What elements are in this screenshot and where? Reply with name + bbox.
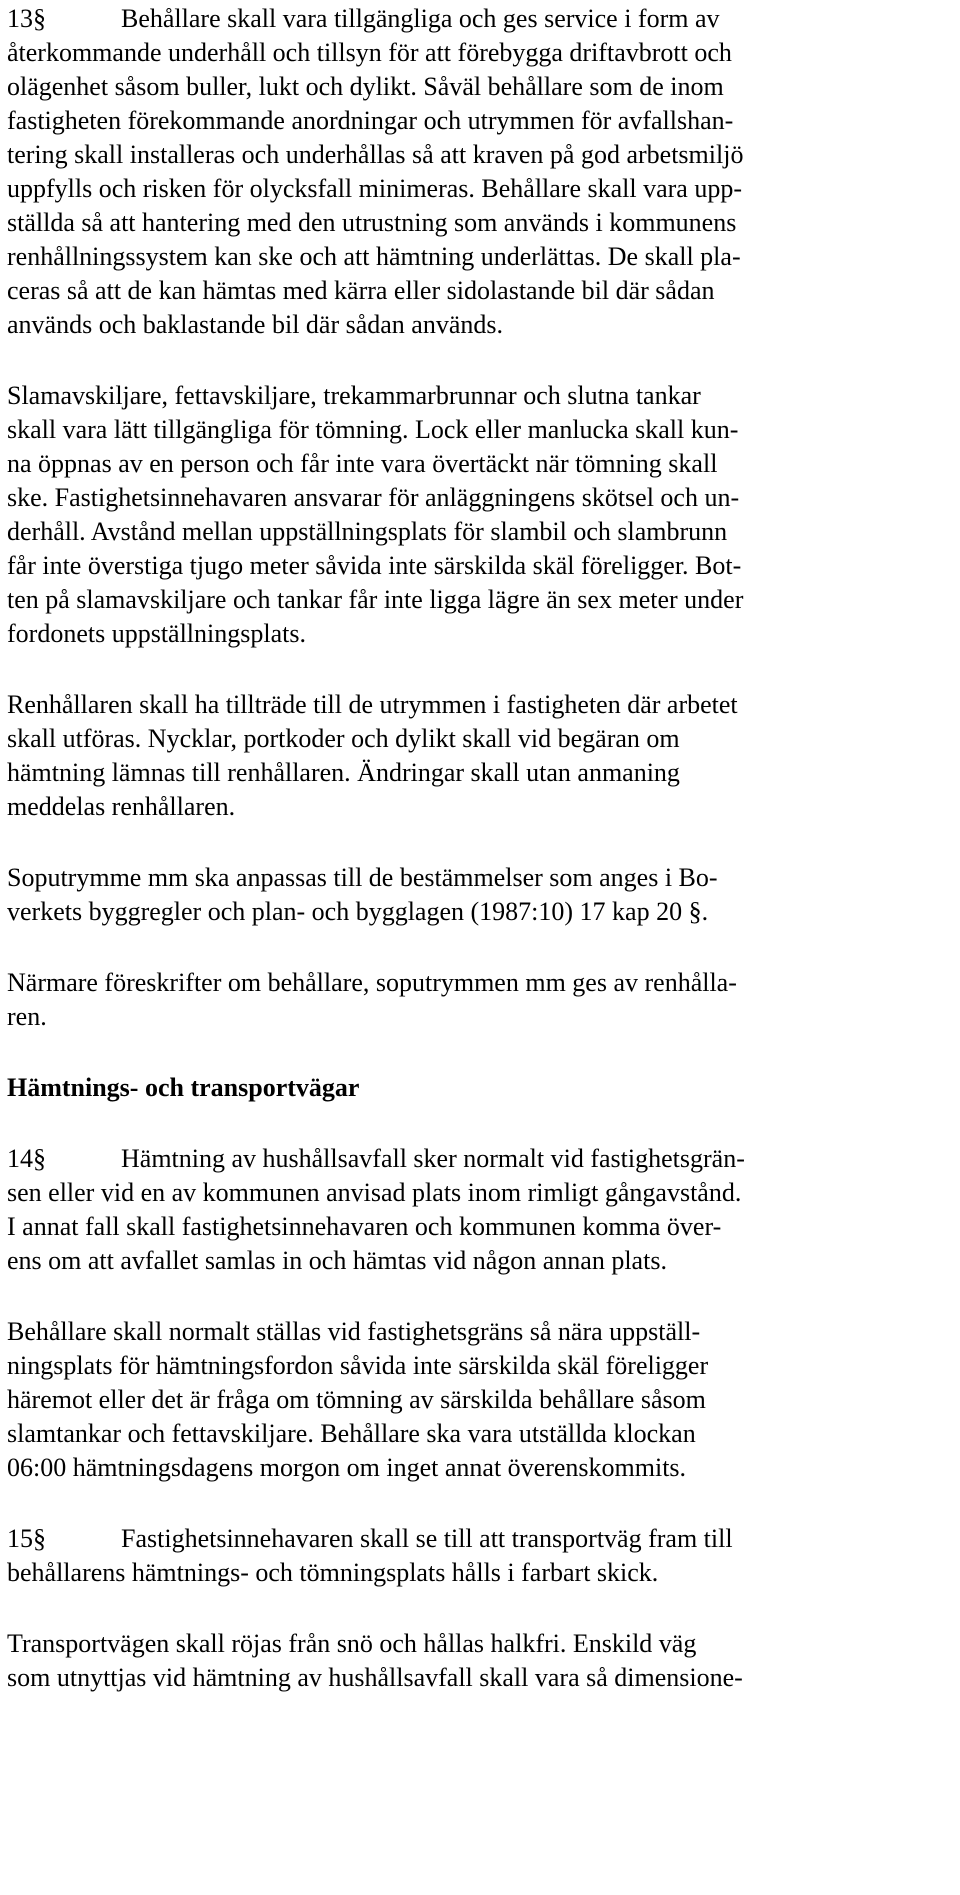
- section-sign: §: [33, 1524, 46, 1553]
- section-number: 13§: [7, 4, 46, 33]
- section-heading: Hämtnings- och transportvägar: [7, 1073, 360, 1102]
- text-line: ceras så att de kan hämtas med kärra eller sidolastande bil där sådan: [7, 276, 715, 305]
- text-line: skall vara lätt tillgängliga för tömning. Lock eller manlucka skall kun-: [7, 415, 739, 444]
- text-line: Närmare föreskrifter om behållare, soputrymmen mm ges av renhålla-: [7, 968, 737, 997]
- text-line: sen eller vid en av kommunen anvisad plats inom rimligt gångavstånd.: [7, 1178, 742, 1207]
- text-line: Hämtning av hushållsavfall sker normalt vid fastighetsgrän-: [121, 1144, 745, 1173]
- section-number: 15§: [7, 1524, 46, 1553]
- text-line: Behållare skall normalt ställas vid fastighetsgräns så nära uppställ-: [7, 1317, 701, 1346]
- text-line: I annat fall skall fastighetsinnehavaren och kommunen komma över-: [7, 1212, 722, 1241]
- text-line: 06:00 hämtningsdagens morgon om inget annat överenskommits.: [7, 1453, 687, 1482]
- text-line: fastigheten förekommande anordningar och utrymmen för avfallshan-: [7, 106, 734, 135]
- text-line: ens om att avfallet samlas in och hämtas vid någon annan plats.: [7, 1246, 667, 1275]
- text-line: tering skall installeras och underhållas så att kraven på god arbetsmiljö: [7, 140, 744, 169]
- text-line: derhåll. Avstånd mellan uppställningsplats för slambil och slambrunn: [7, 517, 728, 546]
- text-line: Renhållaren skall ha tillträde till de utrymmen i fastigheten där arbetet: [7, 690, 738, 719]
- section-14-first-line: [7, 1144, 955, 1174]
- text-line: Slamavskiljare, fettavskiljare, trekammarbrunnar och slutna tankar: [7, 381, 701, 410]
- text-line: ningsplats för hämtningsfordon såvida inte särskilda skäl föreligger: [7, 1351, 709, 1380]
- section-sign: §: [33, 4, 46, 33]
- text-line: används och baklastande bil där sådan används.: [7, 310, 504, 339]
- text-line: slamtankar och fettavskiljare. Behållare ska vara utställda klockan: [7, 1419, 696, 1448]
- text-line: verkets byggregler och plan- och bygglagen (1987:10) 17 kap 20 §.: [7, 897, 709, 926]
- text-line: får inte överstiga tjugo meter såvida inte särskilda skäl föreligger. Bot-: [7, 551, 742, 580]
- text-line: uppfylls och risken för olycksfall minimeras. Behållare skall vara upp-: [7, 174, 743, 203]
- section-sign: §: [33, 1144, 46, 1173]
- text-line: Soputrymme mm ska anpassas till de bestämmelser som anges i Bo-: [7, 863, 718, 892]
- text-line: hämtning lämnas till renhållaren. Ändringar skall utan anmaning: [7, 758, 680, 787]
- text-line: na öppnas av en person och får inte vara övertäckt när tömning skall: [7, 449, 718, 478]
- section-15-first-line: [7, 1524, 955, 1554]
- text-line: fordonets uppställningsplats.: [7, 619, 306, 648]
- text-line: Fastighetsinnehavaren skall se till att transportväg fram till: [121, 1524, 733, 1553]
- section-number: 14§: [7, 1144, 46, 1173]
- text-line: meddelas renhållaren.: [7, 792, 236, 821]
- text-line: ren.: [7, 1002, 47, 1031]
- text-line: ten på slamavskiljare och tankar får inte ligga lägre än sex meter under: [7, 585, 744, 614]
- section-13-first-line: [7, 4, 955, 34]
- text-line: ställda så att hantering med den utrustning som används i kommunens: [7, 208, 737, 237]
- text-line: ske. Fastighetsinnehavaren ansvarar för anläggningens skötsel och un-: [7, 483, 740, 512]
- text-line: återkommande underhåll och tillsyn för att förebygga driftavbrott och: [7, 38, 732, 67]
- text-line: Behållare skall vara tillgängliga och ges service i form av: [121, 4, 720, 33]
- text-line: renhållningssystem kan ske och att hämtning underlättas. De skall pla-: [7, 242, 741, 271]
- text-line: behållarens hämtnings- och tömningsplats hålls i farbart skick.: [7, 1558, 659, 1587]
- text-line: Transportvägen skall röjas från snö och hållas halkfri. Enskild väg: [7, 1629, 697, 1658]
- text-line: som utnyttjas vid hämtning av hushållsavfall skall vara så dimensione-: [7, 1663, 743, 1692]
- text-line: olägenhet såsom buller, lukt och dylikt. Såväl behållare som de inom: [7, 72, 724, 101]
- text-line: skall utföras. Nycklar, portkoder och dylikt skall vid begäran om: [7, 724, 680, 753]
- text-line: häremot eller det är fråga om tömning av särskilda behållare såsom: [7, 1385, 706, 1414]
